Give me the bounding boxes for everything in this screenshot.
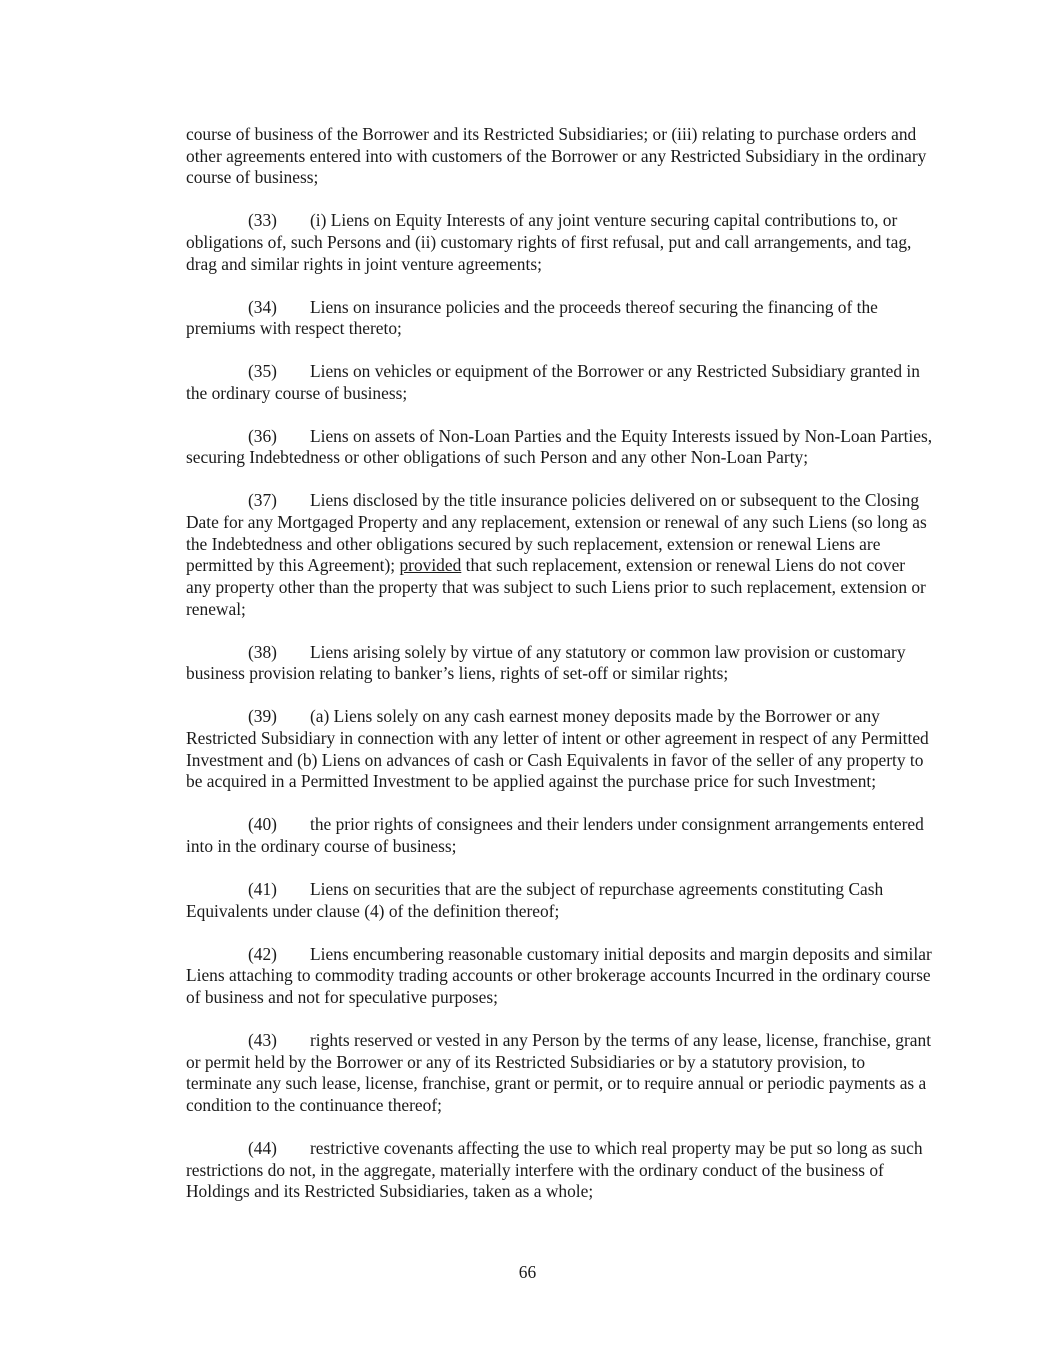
item-text: Liens encumbering reasonable customary initial deposits and margin deposits and similar Liens attaching to commodity trading accounts or other brokerage accounts Incurred in the ordinary course of business and not for speculative purposes; — [186, 943, 932, 1007]
list-item — [186, 944, 934, 1009]
item-number: (42) — [248, 943, 277, 964]
item-number: (34) — [248, 296, 277, 317]
item-text: (i) Liens on Equity Interests of any joint venture securing capital contributions to, or obligations of, such Persons and (ii) customary rights of first refusal, put and call arrangements, and tag, drag and similar rights in joint venture agreements; — [186, 210, 912, 274]
item-number: (38) — [248, 641, 277, 662]
list-item — [186, 210, 934, 275]
list-item — [186, 490, 934, 620]
item-text: rights reserved or vested in any Person by the terms of any lease, license, franchise, grant or permit held by the Borrower or any of its Restricted Subsidiaries or by a statutory provision, to terminate any such lease, license, franchise, grant or permit, or to require annual or periodic payments as a condition to the continuance thereof; — [186, 1029, 932, 1115]
list-item — [186, 642, 934, 685]
list-item — [186, 706, 934, 793]
item-number: (41) — [248, 878, 277, 899]
list-item — [186, 879, 934, 922]
item-text: Liens disclosed by the title insurance policies delivered on or subsequent to the Closing Date for any Mortgaged Property and any replacement, extension or renewal of any such Liens (so long as the Indebtedness and other obligations secured by such replacement, extension or renewal Liens are permitted by this Agreement); — [186, 490, 927, 576]
document-body — [186, 124, 934, 1224]
item-text: Liens arising solely by virtue of any statutory or common law provision or customary business provision relating to banker’s liens, rights of set-off or similar rights; — [186, 641, 906, 684]
list-item — [186, 814, 934, 857]
item-text: restrictive covenants affecting the use to which real property may be put so long as such restrictions do not, in the aggregate, materially interfere with the ordinary conduct of the business of Holdings and its Restricted Subsidiaries, taken as a whole; — [186, 1137, 923, 1202]
item-text: Liens on vehicles or equipment of the Borrower or any Restricted Subsidiary granted in the ordinary course of business; — [186, 361, 920, 403]
item-text: Liens on securities that are the subject of repurchase agreements constituting Cash Equivalents under clause (4) of the definition thereof; — [186, 878, 884, 921]
item-number: (43) — [248, 1029, 277, 1050]
item-text: (a) Liens solely on any cash earnest money deposits made by the Borrower or any Restricted Subsidiary in connection with any letter of intent or other agreement in respect of any Permitted Investment and (b) Liens on advances of cash or Cash Equivalents in favor of the seller of any property to be acquired in a Permitted Investment to be applied against the purchase price for such Investment; — [186, 706, 929, 792]
item-number: (33) — [248, 210, 277, 231]
item-number: (40) — [248, 814, 277, 835]
list-item — [186, 297, 934, 340]
item-text: Liens on insurance policies and the proceeds thereof securing the financing of the premiums with respect thereto; — [186, 296, 878, 339]
item-number: (36) — [248, 425, 277, 446]
page-number: 66 — [518, 1262, 537, 1282]
list-item — [186, 1030, 934, 1117]
item-text: the prior rights of consignees and their lenders under consignment arrangements entered into in the ordinary course of business; — [186, 814, 924, 857]
item-number: (35) — [248, 361, 277, 382]
list-item — [186, 1138, 934, 1203]
item-number: (37) — [248, 490, 277, 511]
item-text: Liens on assets of Non-Loan Parties and the Equity Interests issued by Non-Loan Parties, securing Indebtedness or other obligations of such Person and any other Non-Loan Party; — [186, 425, 933, 468]
provided-term: provided — [399, 555, 462, 576]
list-item — [186, 426, 934, 469]
item-text-continued: that such replacement, extension or renewal Liens do not cover any property other than the property that was subject to such Liens prior to such replacement, extension or renewal; — [186, 555, 926, 619]
continuation-paragraph: course of business of the Borrower and its Restricted Subsidiaries; or (iii) relating to purchase orders and other agreements entered into with customers of the Borrower or any Restricted Subsidiary in the ordinary course of business; — [186, 124, 927, 188]
item-number: (44) — [248, 1137, 277, 1158]
item-number: (39) — [248, 706, 277, 727]
list-item — [186, 361, 934, 404]
